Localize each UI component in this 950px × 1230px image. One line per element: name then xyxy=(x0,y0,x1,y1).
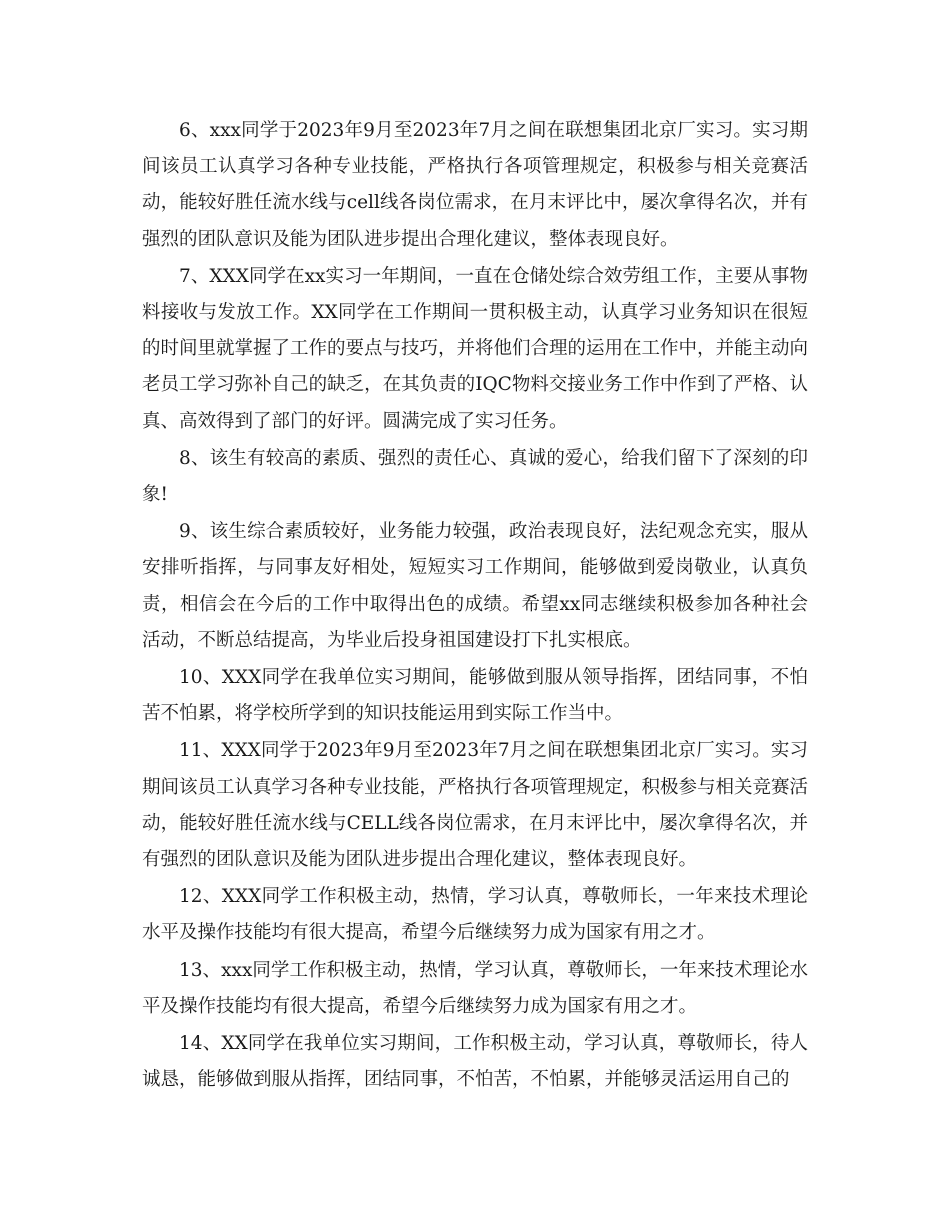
document-body xyxy=(142,113,808,1099)
paragraph-8: 8、该生有较高的素质、强烈的责任心、真诚的爱心，给我们留下了深刻的印象! xyxy=(142,447,808,506)
paragraph-11: 11、XXX同学于2023年9月至2023年7月之间在联想集团北京厂实习。实习期间该员工认真学习各种专业技能，严格执行各项管理规定，积极参与相关竞赛活动，能较好胜任流水线与CELL线各岗位需求，在月末评比中，屡次拿得名次，并有强烈的团队意识及能为团队进步提出合理化建议，整体表现良好。 xyxy=(142,740,809,871)
paragraph-6: 6、xxx同学于2023年9月至2023年7月之间在联想集团北京厂实习。实习期间该员工认真学习各种专业技能，严格执行各项管理规定，积极参与相关竞赛活动，能较好胜任流水线与cell线各岗位需求，在月末评比中，屡次拿得名次，并有强烈的团队意识及能为团队进步提出合理化建议，整体表现良好。 xyxy=(142,120,808,250)
paragraph-10: 10、XXX同学在我单位实习期间，能够做到服从领导指挥，团结同事，不怕苦不怕累，将学校所学到的知识技能运用到实际工作当中。 xyxy=(142,667,808,725)
paragraph-12: 12、XXX同学工作积极主动，热情，学习认真，尊敬师长，一年来技术理论水平及操作技能均有很大提高，希望今后继续努力成为国家有用之才。 xyxy=(142,886,808,944)
paragraph-9: 9、该生综合素质较好，业务能力较强，政治表现良好，法纪观念充实，服从安排听指挥，与同事友好相处，短短实习工作期间，能够做到爱岗敬业，认真负责，相信会在今后的工作中取得出色的成绩。希望xx同志继续积极参加各种社会活动，不断总结提高，为毕业后投身祖国建设打下扎实根底。 xyxy=(142,521,808,651)
paragraph-14: 14、XX同学在我单位实习期间，工作积极主动，学习认真，尊敬师长，待人诚恳，能够做到服从指挥，团结同事，不怕苦，不怕累，并能够灵活运用自己的 xyxy=(142,1033,808,1091)
paragraph-7: 7、XXX同学在xx实习一年期间，一直在仓储处综合效劳组工作，主要从事物料接收与发放工作。XX同学在工作期间一贯积极主动，认真学习业务知识在很短的时间里就掌握了工作的要点与技巧，并将他们合理的运用在工作中，并能主动向老员工学习弥补自己的缺乏，在其负责的IQC物料交接业务工作中作到了严格、认真、高效得到了部门的好评。圆满完成了实习任务。 xyxy=(142,265,809,432)
paragraph-13: 13、xxx同学工作积极主动，热情，学习认真，尊敬师长，一年来技术理论水平及操作技能均有很大提高，希望今后继续努力成为国家有用之才。 xyxy=(142,959,808,1017)
